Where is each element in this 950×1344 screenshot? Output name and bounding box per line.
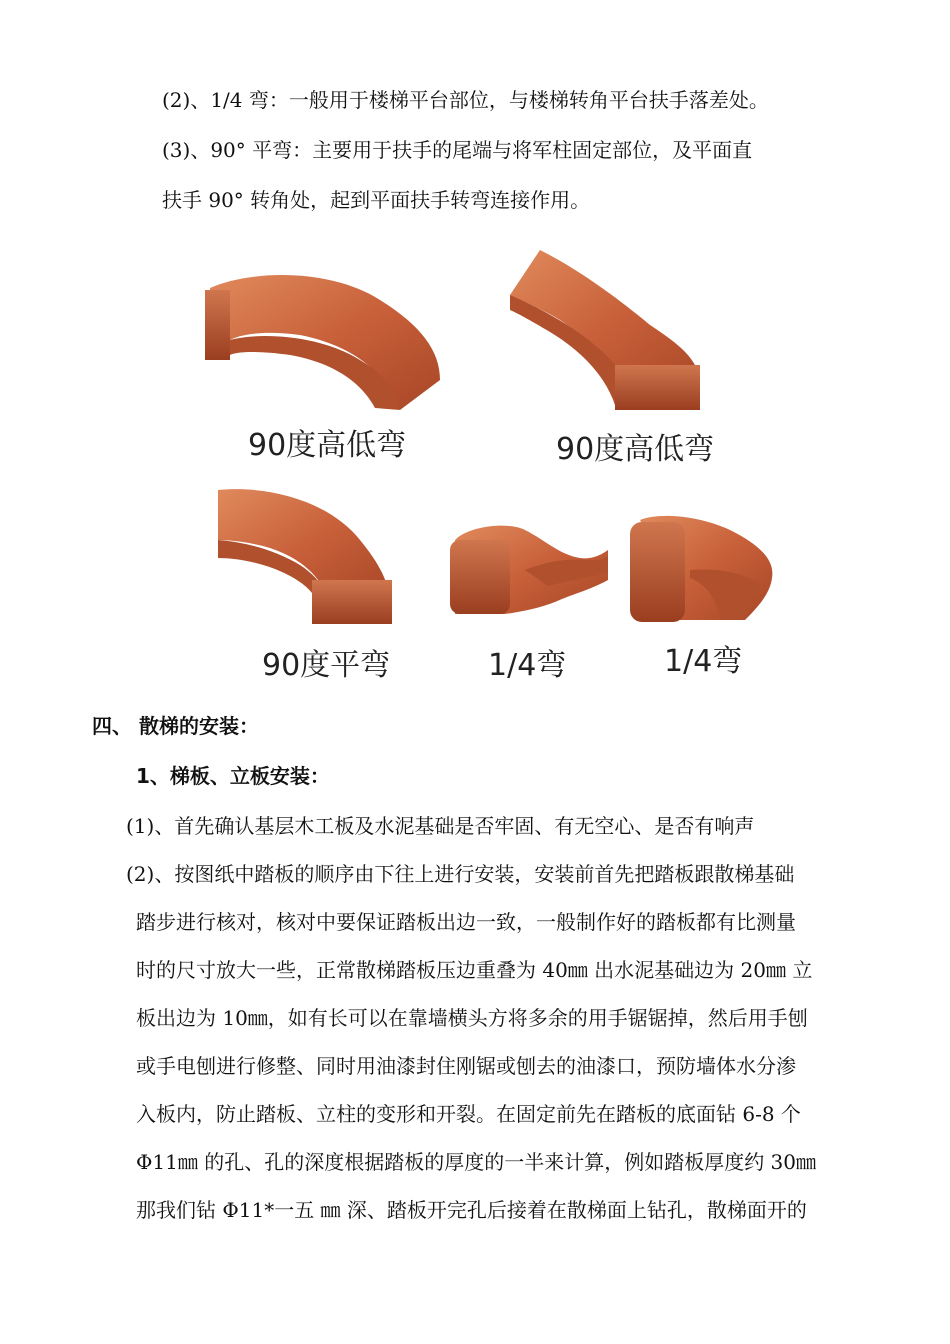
intro-line-2: (3)、90° 平弯：主要用于扶手的尾端与将军柱固定部位，及平面直 xyxy=(162,138,753,162)
intro-line-3: 扶手 90° 转角处，起到平面扶手转弯连接作用。 xyxy=(162,188,591,212)
figure-caption-3: 90度平弯 xyxy=(262,648,391,683)
figure-caption-1: 90度高低弯 xyxy=(248,428,407,463)
paragraph-1: (1)、首先确认基层木工板及水泥基础是否牢固、有无空心、是否有响声 xyxy=(126,814,755,838)
paragraph-2-line-2: 踏步进行核对，核对中要保证踏板出边一致，一般制作好的踏板都有比测量 xyxy=(136,910,796,934)
handrail-piece-quarter-a xyxy=(450,526,608,614)
paragraph-2-line-3: 时的尺寸放大一些，正常散梯踏板压边重叠为 40㎜ 出水泥基础边为 20㎜ 立 xyxy=(136,958,813,982)
paragraph-2-line-4: 板出边为 10㎜，如有长可以在靠墙横头方将多余的用手锯锯掉，然后用手刨 xyxy=(136,1006,808,1030)
paragraph-2-line-1: (2)、按图纸中踏板的顺序由下往上进行安装，安装前首先把踏板跟散梯基础 xyxy=(126,862,795,886)
paragraph-2-line-6: 入板内，防止踏板、立柱的变形和开裂。在固定前先在踏板的底面钻 6-8 个 xyxy=(136,1102,801,1126)
paragraph-2-line-8: 那我们钻 Φ11*一五 ㎜ 深、踏板开完孔后接着在散梯面上钻孔，散梯面开的 xyxy=(136,1198,807,1222)
paragraph-2-line-5: 或手电刨进行修整、同时用油漆封住刚锯或刨去的油漆口，预防墙体水分渗 xyxy=(136,1054,796,1078)
figure-caption-5: 1/4弯 xyxy=(664,644,743,679)
handrail-figure xyxy=(0,240,950,700)
section-heading: 四、 散梯的安装： xyxy=(92,714,259,738)
intro-line-1: (2)、1/4 弯：一般用于楼梯平台部位，与楼梯转角平台扶手落差处。 xyxy=(162,88,769,112)
paragraph-2-line-7: Φ11㎜ 的孔、孔的深度根据踏板的厚度的一半来计算，例如踏板厚度约 30㎜ xyxy=(136,1150,817,1174)
figure-caption-2: 90度高低弯 xyxy=(556,432,715,467)
handrail-piece-high-low-90-a xyxy=(205,275,440,410)
handrail-piece-quarter-b xyxy=(630,516,772,622)
section-subheading: 1、梯板、立板安装： xyxy=(136,764,330,788)
figure-caption-4: 1/4弯 xyxy=(488,648,567,683)
handrail-piece-high-low-90-b xyxy=(510,250,700,410)
handrail-piece-flat-90 xyxy=(218,489,392,624)
